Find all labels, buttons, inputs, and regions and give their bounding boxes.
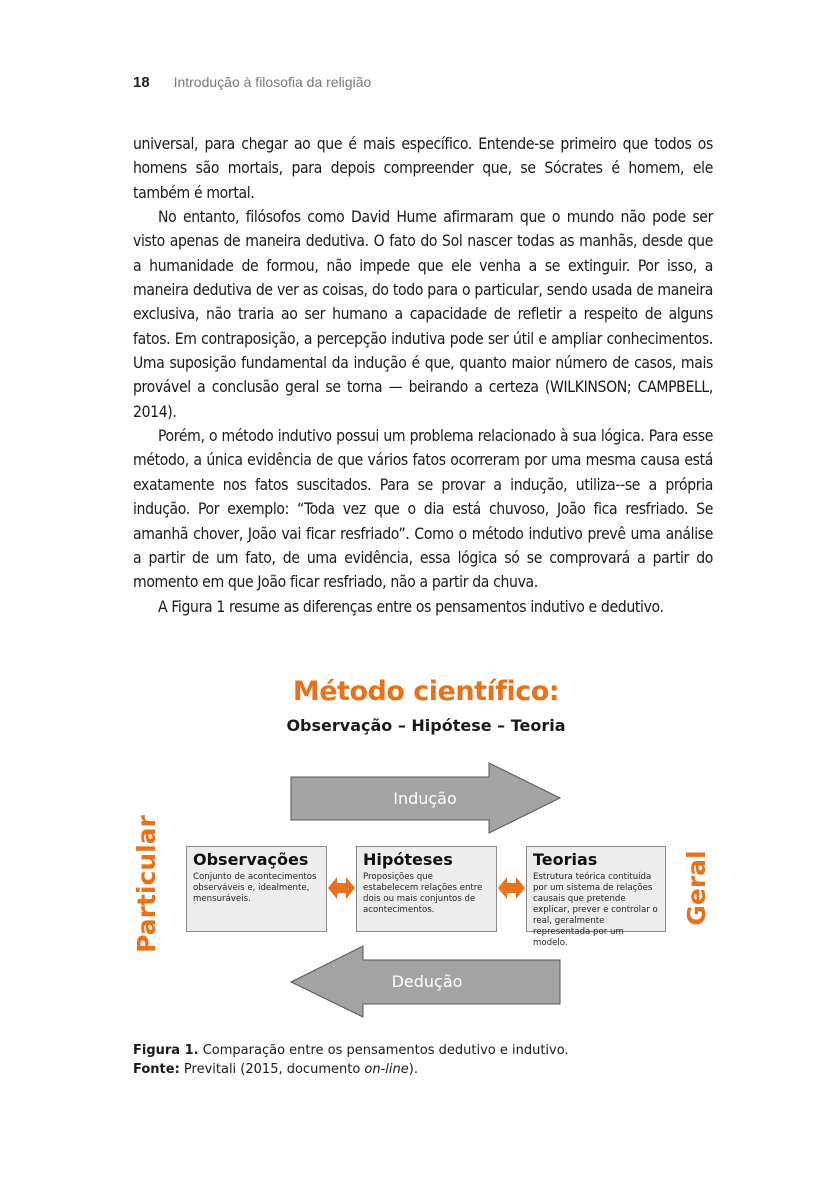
observations-box <box>186 846 327 932</box>
box-description: Proposições que estabelecem relações entre dois ou mais conjuntos de acontecimentos. <box>363 872 483 915</box>
source-line <box>133 1060 569 1079</box>
box-title: Teorias <box>533 850 598 869</box>
figure-caption <box>133 1041 569 1079</box>
book-title: Introdução à filosofia da religião <box>173 74 372 90</box>
caption-source-text: Previtali (2015, documento <box>179 1062 365 1077</box>
particular-label: Particular <box>132 815 161 953</box>
page-number: 18 <box>133 74 150 91</box>
box-description: Conjunto de acontecimentos observáveis e, idealmente, mensuráveis. <box>193 872 317 904</box>
theories-box <box>526 846 666 948</box>
paragraph-3: Porém, o método indutivo possui um problema relacionado à sua lógica. Para esse método, a única evidência de que vários fatos ocorreram por uma mesma causa está exatamente nos fatos suscitados. Para se provar a indução, utiliza--se a própria indução. Por exemplo: “Toda vez que o dia está chuvoso, João fica resfriado. Se amanhã chover, João vai ficar resfriado”. Como o método indutivo prevê uma análise a partir de um fato, de uma evidência, essa lógica só se comprovará a partir do momento em que João ficar resfriado, não a partir da chuva. <box>133 427 713 592</box>
deduction-label: Dedução <box>391 972 463 991</box>
paragraph-2: No entanto, filósofos como David Hume afirmaram que o mundo não pode ser visto apenas de maneira dedutiva. O fato do Sol nascer todas as manhãs, desde que a humanidade de formou, não impede que ele venha a se extinguir. Por isso, a maneira dedutiva de ver as coisas, do todo para o particular, sendo usada de maneira exclusiva, não traria ao ser humano a capacidade de refletir a respeito de alguns fatos. Em contraposição, a percepção indutiva pode ser útil e ampliar conhecimentos. Uma suposição fundamental da indução é que, quanto maior número de casos, mais provável a conclusão geral se torna — beirando a certeza (WILKINSON; CAMPBELL, 2014). <box>133 208 713 421</box>
caption-line <box>133 1041 569 1060</box>
caption-figure-label: Figura 1. <box>133 1043 199 1058</box>
box-description: Estrutura teórica contituída por um sistema de relações causais que pretende explicar, prever e controlar o real, geralmente representada por um modelo. <box>533 872 658 948</box>
caption-figure-text: Comparação entre os pensamentos dedutivo e indutivo. <box>198 1043 569 1058</box>
double-arrow-icon-2 <box>498 877 525 899</box>
caption-source-end: ). <box>408 1062 418 1077</box>
caption-source-italic: on-line <box>364 1062 409 1077</box>
double-arrow-icon-1 <box>328 877 355 899</box>
hypotheses-box <box>356 846 497 932</box>
figure-subtitle: Observação – Hipótese – Teoria <box>286 716 566 735</box>
paragraph-4: A Figura 1 resume as diferenças entre os pensamentos indutivo e dedutivo. <box>158 597 664 616</box>
figure-title: Método científico: <box>292 676 560 707</box>
induction-label: Indução <box>393 789 457 808</box>
caption-source-label: Fonte: <box>133 1062 180 1077</box>
paragraph-1: universal, para chegar ao que é mais específico. Entende-se primeiro que todos os homens são mortais, para depois compreender que, se Sócrates é homem, ele também é mortal. <box>133 135 713 202</box>
box-title: Hipóteses <box>363 850 453 869</box>
geral-label: Geral <box>682 850 711 926</box>
box-title: Observações <box>193 850 309 869</box>
